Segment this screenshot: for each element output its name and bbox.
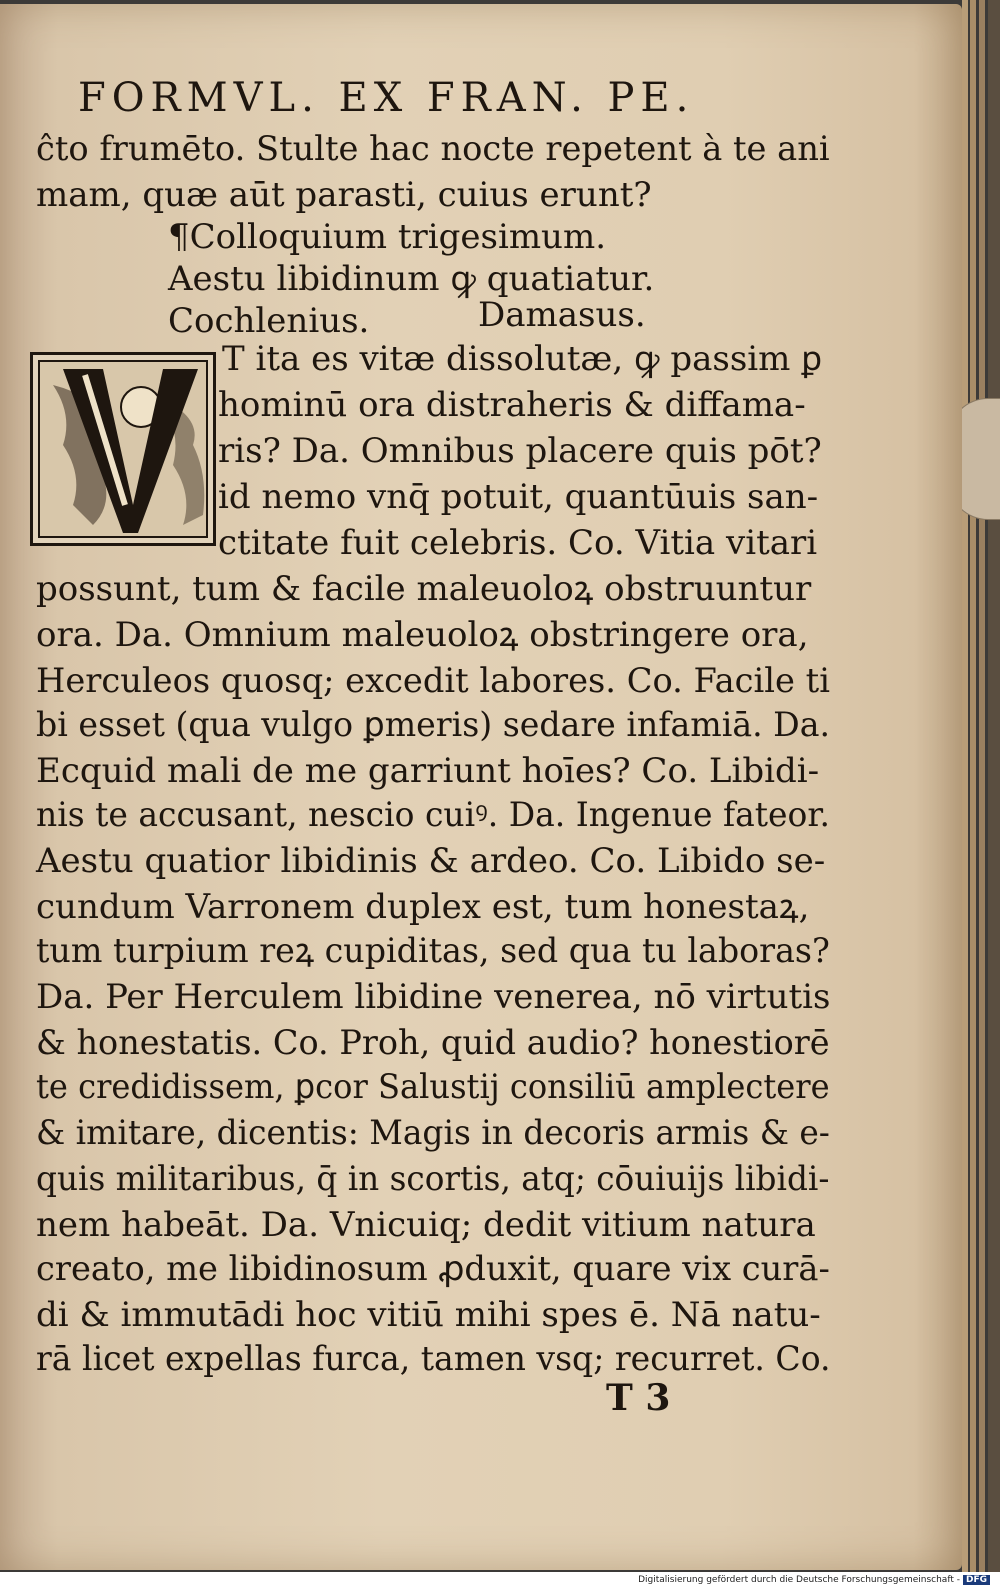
text-line: T ita es vitæ dissolutæ, ꝙ passim ꝑ xyxy=(222,339,823,379)
digitization-credit xyxy=(638,1575,990,1585)
text-line: possunt, tum & facile maleuoloꝝ obstruuntur xyxy=(36,569,812,609)
page-edge xyxy=(962,0,968,1572)
text-line: Herculeos quosq; excedit labores. Co. Facile ti xyxy=(36,661,830,701)
text-line: Aestu quatior libidinis & ardeo. Co. Libido se- xyxy=(36,841,826,881)
speaker-name: Damasus. xyxy=(478,295,646,335)
text-line: ora. Da. Omnium maleuoloꝝ obstringere ora, xyxy=(36,615,809,655)
dfg-logo: DFG xyxy=(963,1575,990,1585)
text-line: ris? Da. Omnibus placere quis pōt? xyxy=(218,431,822,471)
page-edge xyxy=(970,0,976,1572)
text-line: mam, quæ aūt parasti, cuius erunt? xyxy=(36,175,652,215)
section-title: ¶Colloquium trigesimum. xyxy=(168,217,606,257)
text-line: quis militaribus, q̄ in scortis, atq; cōuiuijs libidi- xyxy=(36,1159,830,1199)
text-line: & imitare, dicentis: Magis in decoris armis & e- xyxy=(36,1113,830,1153)
decorated-initial xyxy=(30,352,216,546)
book-cover-edge xyxy=(988,0,1000,1572)
text-line: nem habeāt. Da. Vnicuiq; dedit vitium natura xyxy=(36,1205,816,1245)
signature-mark: T 3 xyxy=(606,1377,671,1419)
text-line: Ecquid mali de me garriunt hoīes? Co. Libidi- xyxy=(36,751,820,791)
credit-text: Digitalisierung gefördert durch die Deutsche Forschungsgemeinschaft - xyxy=(638,1575,960,1585)
text-line: ctitate fuit celebris. Co. Vitia vitari xyxy=(218,523,818,563)
text-line: creato, me libidinosum ꝓduxit, quare vix curā- xyxy=(36,1249,830,1289)
speaker-name: Cochlenius. xyxy=(168,301,370,341)
text-line: hominū ora distraheris & diffama- xyxy=(218,385,806,425)
text-line: te credidissem, ꝑcor Salustij consiliū amplectere xyxy=(36,1067,830,1107)
text-line: cundum Varronem duplex est, tum honestaꝝ, xyxy=(36,887,810,927)
text-line: tum turpium reꝝ cupiditas, sed qua tu laboras? xyxy=(36,931,830,971)
text-line: rā licet expellas furca, tamen vsq; recurret. Co. xyxy=(36,1339,831,1379)
text-line: Da. Per Herculem libidine venerea, nō virtutis xyxy=(36,977,831,1017)
text-line: ĉto frumēto. Stulte hac nocte repetent à te ani xyxy=(36,129,830,169)
section-subtitle: Aestu libidinum ꝙ quatiatur. xyxy=(168,259,655,299)
decorated-initial-v-icon xyxy=(33,355,213,543)
text-line: bi esset (qua vulgo ꝑmeris) sedare infamiā. Da. xyxy=(36,705,831,745)
text-line: nis te accusant, nescio cuiꝰ. Da. Ingenue fateor. xyxy=(36,795,830,835)
page-edge xyxy=(979,0,985,1572)
text-line: & honestatis. Co. Proh, quid audio? honestiorē xyxy=(36,1023,830,1063)
running-header: FORMVL. EX FRAN. PE. xyxy=(78,75,695,121)
text-line: id nemo vnq̄ potuit, quantūuis san- xyxy=(218,477,819,517)
text-line: di & immutādi hoc vitiū mihi spes ē. Nā natu- xyxy=(36,1295,821,1335)
